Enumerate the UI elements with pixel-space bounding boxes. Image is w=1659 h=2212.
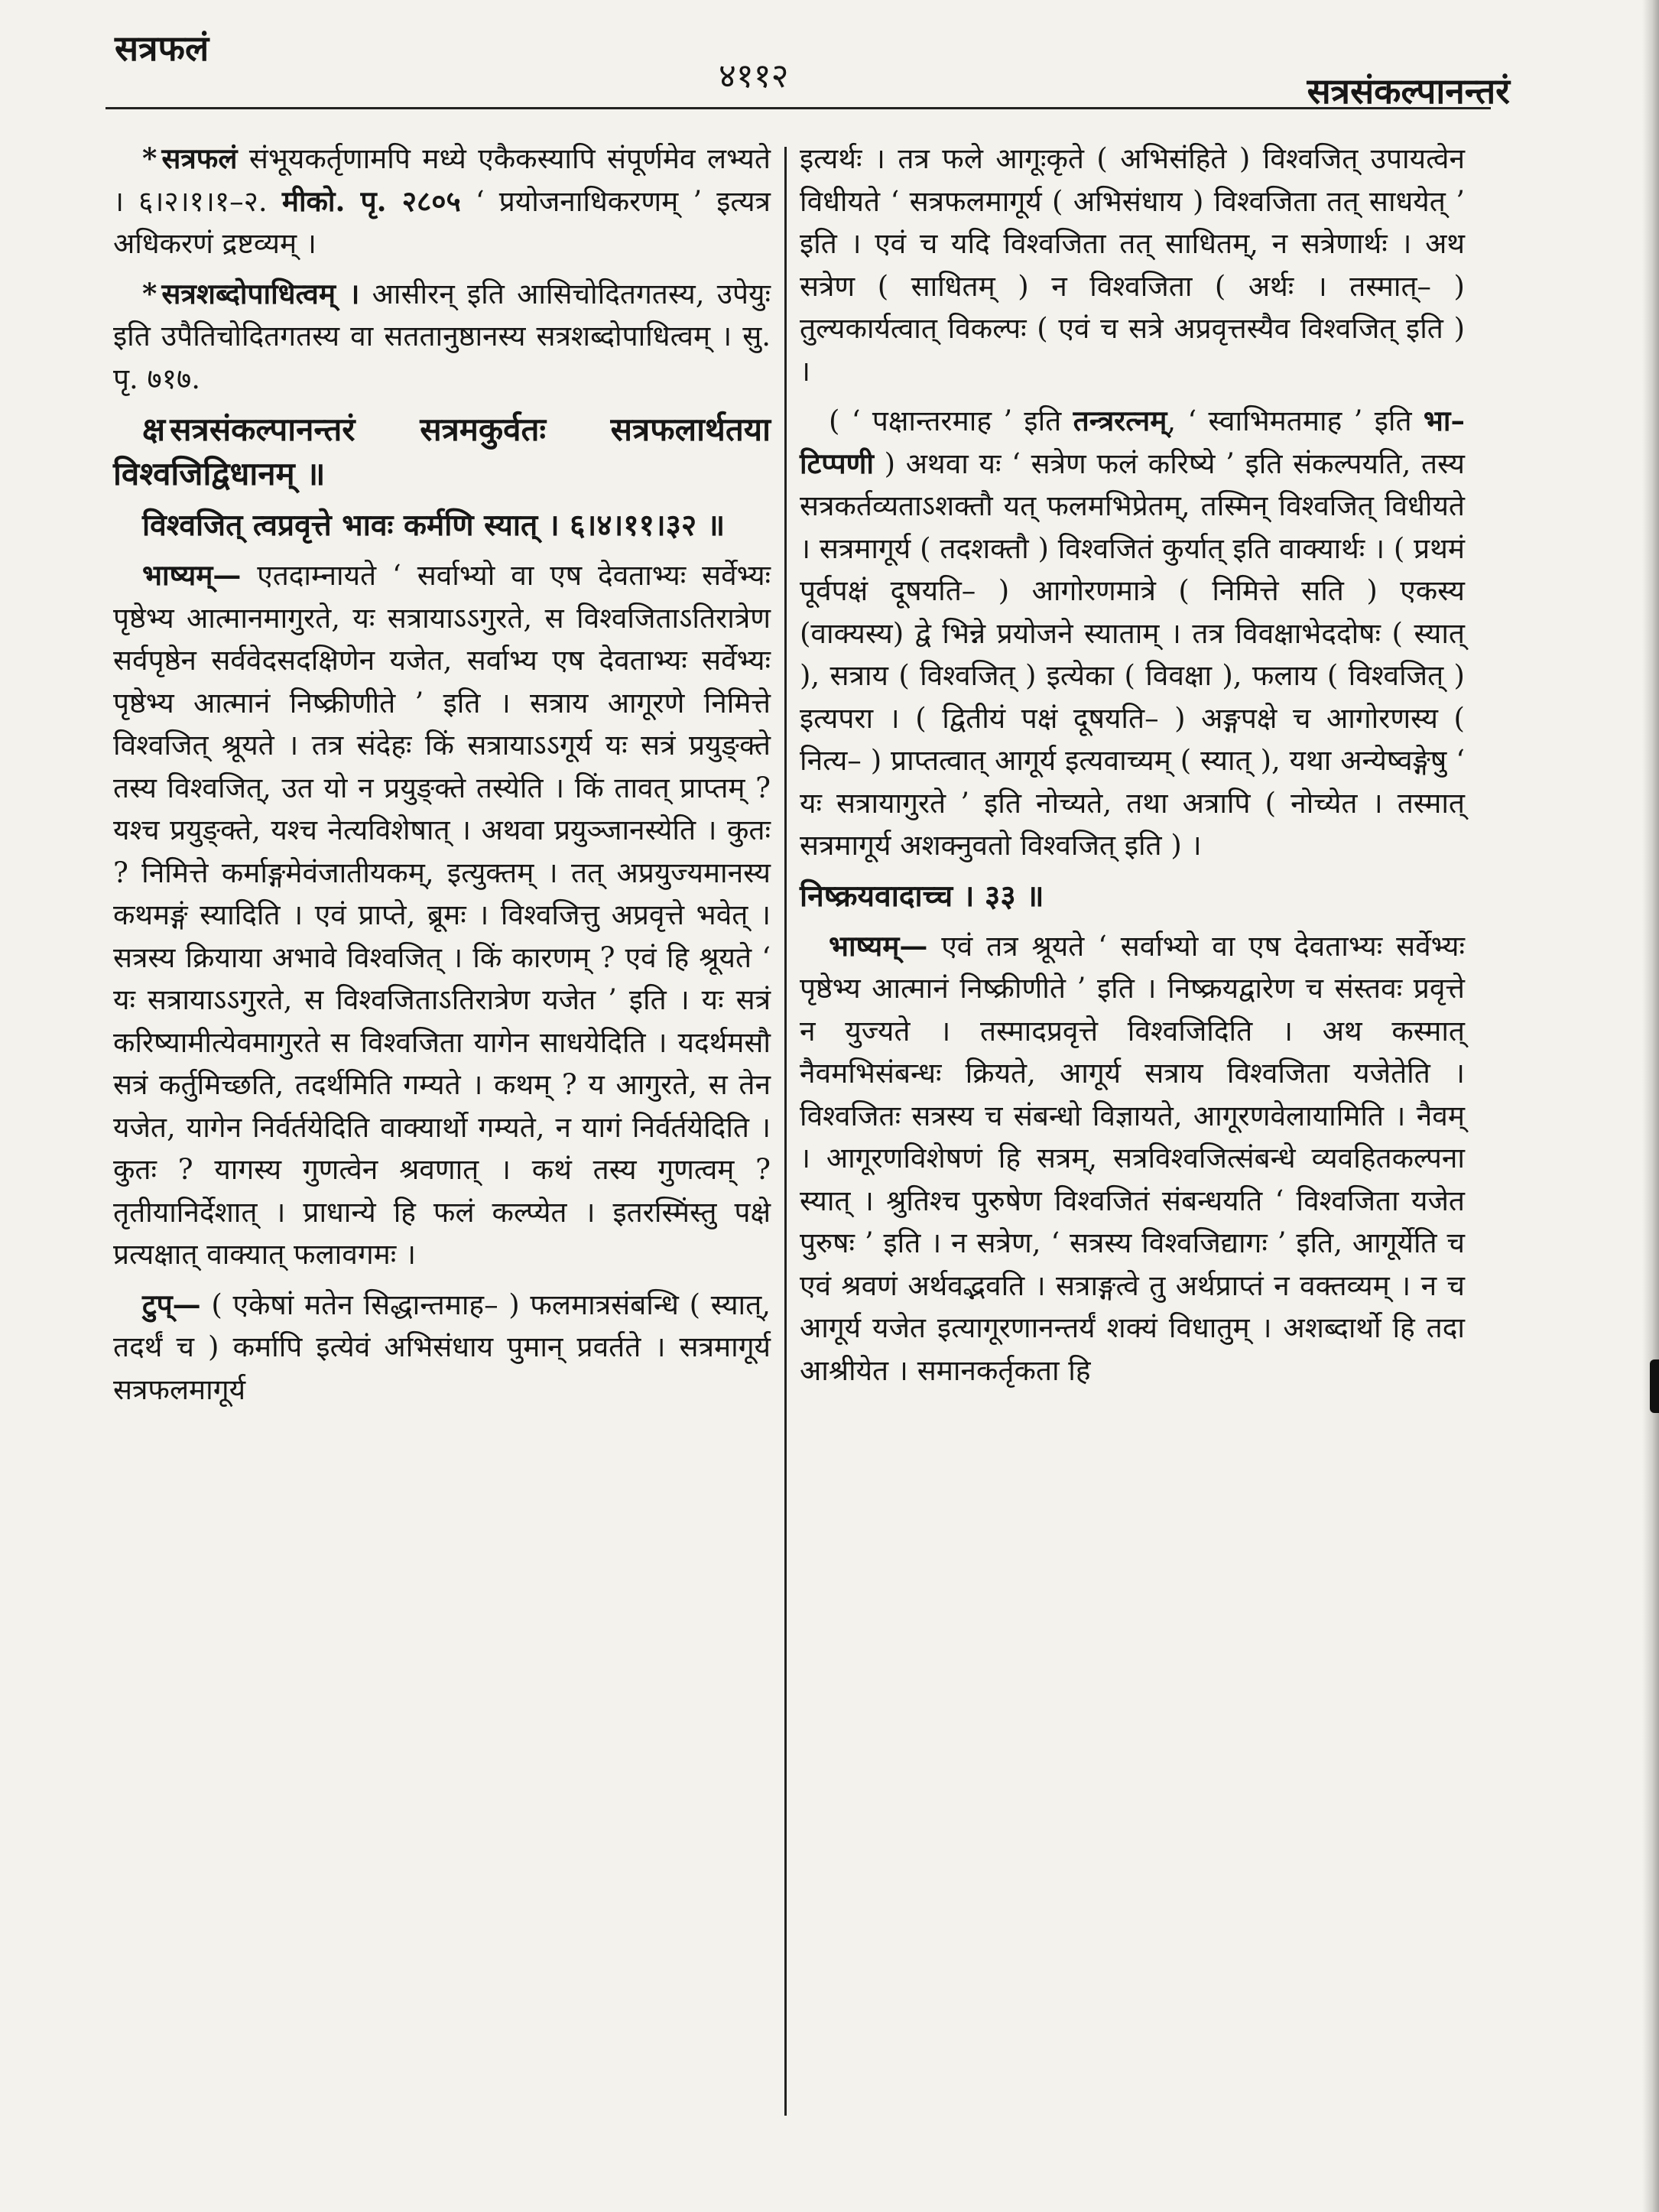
commentary-part-c: ) अथवा यः ‘ सत्रेण फलं करिष्ये ’ इति संकल्पयति, तस्य सत्रकर्तव्यताऽशक्तौ यत् फलमभिप्रेतम्, तस्मिन् विश्वजित् विधीयते । सत्रमागूर्य ( तदशक्तौ ) विश्वजितं कुर्यात् इति वाक्यार्थः । ( प्रथमं पूर्वपक्षं दूषयति– ) आगोरणमात्रे ( निमित्ते सति ) एकस्य (वाक्यस्य) द्वे भिन्ने प्रयोजने स्याताम् । तत्र विवक्षाभेददोषः ( स्यात् ), सत्राय ( विश्वजित् ) इत्येका ( विवक्षा ), फलाय ( विश्वजित् ) इत्यपरा । ( द्वितीयं पक्षं दूषयति– ) अङ्गपक्षे च आगोरणस्य ( नित्य– ) प्राप्तत्वात् आगूर्य इत्यवाच्यम् ( स्यात् ), यथा अन्येष्वङ्गेषु ‘ यः सत्रायागुरते ’ इति नोच्यते, तथा अत्रापि ( नोच्येत । तस्मात् सत्रमागूर्य अशक्नुवतो विश्वजित् इति ) । (800, 447, 1466, 862)
left-column (113, 138, 771, 1418)
bhatippani-label: भा–टिप्पणी (800, 404, 1465, 480)
tup-text: ( एकेषां मतेन सिद्धान्तमाह– ) फलमात्रसंबन्धि ( स्यात्, तदर्थं च ) कर्मापि इत्येवं अभिसंधाय पुमान् प्रवर्तते । सत्रमागूर्य सत्रफलमागूर्य (113, 1288, 771, 1406)
entry-satrashabda (113, 273, 771, 401)
entry-title: सत्रशब्दोपाधित्वम् । (161, 276, 360, 310)
kshetra-mark: क्ष (142, 411, 166, 448)
bhashya-label: भाष्यम्— (142, 558, 242, 592)
commentary-part-b: , ‘ स्वाभिमतमाह ’ इति (1167, 404, 1412, 437)
scan-edge-blot (1650, 1359, 1659, 1413)
bhashya-paragraph (113, 554, 771, 1276)
column-divider (784, 147, 787, 2116)
bhashya-text: एतदाम्नायते ‘ सर्वाभ्यो वा एष देवताभ्यः सर्वेभ्यः पृष्ठेभ्य आत्मानमागुरते, यः सत्रायाऽऽगुरते, स विश्वजिताऽतिरात्रेण सर्वपृष्ठेन सर्ववेदसदक्षिणेन यजेत, सर्वाभ्य एष देवताभ्यः सर्वेभ्यः पृष्ठेभ्य आत्मानं निष्क्रीणीते ’ इति । सत्राय आगूरणे निमित्ते विश्वजित् श्रूयते । तत्र संदेहः किं सत्रायाऽऽगूर्य यः सत्रं प्रयुङ्क्ते तस्य विश्वजित्, उत यो न प्रयुङ्क्ते तस्येति । किं तावत् प्राप्तम् ? यश्च प्रयुङ्क्ते, यश्च नेत्यविशेषात् । अथवा प्रयुञ्जानस्येति । कुतः ? निमित्ते कर्माङ्गमेवंजातीयकम्, इत्युक्तम् । तत् अप्रयुज्यमानस्य कथमङ्गं स्यादिति । एवं प्राप्ते, ब्रूमः । विश्वजित्तु अप्रवृत्ते भवेत् । सत्रस्य क्रियाया अभावे विश्वजित् । किं कारणम् ? एवं हि श्रूयते ‘ यः सत्रायाऽऽगुरते, स विश्वजिताऽतिरात्रेण यजेत ’ इति । यः सत्रं करिष्यामीत्येवमागुरते स विश्वजिता यागेन साधयेदिति । यदर्थमसौ सत्रं कर्तुमिच्छति, तदर्थमिति गम्यते । कथम् ? य आगुरते, स तेन यजेत, यागेन निर्वर्तयेदिति वाक्यार्थो गम्यते, न यागं निर्वर्तयेदिति । कुतः ? यागस्य गुणत्वेन श्रवणात् । कथं तस्य गुणत्वम् ? तृतीयानिर्देशात् । प्राधान्ये हि फलं कल्प्येत । इतरस्मिंस्तु पक्षे प्रत्यक्षात् वाक्यात् फलावगमः । (113, 559, 771, 1271)
entry-text: संभूयकर्तृणामपि मध्ये एकैकस्यापि संपूर्णमेव लभ्यते । ६।२।१।१–२. (113, 142, 771, 218)
scan-edge-shadow (1642, 0, 1659, 2212)
tup-label: टुप्— (142, 1287, 201, 1321)
tantraratnam-label: तन्त्ररत्नम् (1073, 404, 1167, 437)
commentary-part-a: ( ‘ पक्षान्तरमाह ’ इति (829, 404, 1062, 437)
asterisk-mark: * (142, 141, 157, 175)
sutra-32: विश्वजित् त्वप्रवृत्ते भावः कर्मणि स्यात् । ६।४।११।३२ ॥ (142, 508, 726, 543)
adhikarana-heading (113, 408, 771, 496)
running-header-left: सत्रफलं (115, 28, 209, 69)
asterisk-mark: * (142, 276, 157, 310)
entry-satraphalam (113, 138, 771, 265)
header-rule (106, 107, 1491, 109)
entry-title: सत्रफलं (161, 141, 238, 175)
entry-text: आसीरन् इति आसिचोदितगतस्य, उपेयुः इति उपैतिचोदितगतस्य वा सततानुष्ठानस्य सत्रशब्दोपाधित्वम् । सु. पृ. ७१७. (113, 277, 771, 395)
sutra-33: निष्क्रयवादाच्च । ३३ ॥ (800, 878, 1044, 914)
entry-reference: मीको. पृ. २८०५ (281, 184, 461, 218)
bhashya-text: एवं तत्र श्रूयते ‘ सर्वाभ्यो वा एष देवताभ्यः सर्वेभ्यः पृष्ठेभ्य आत्मानं निष्क्रीणीते ’ इति । निष्क्रयद्वारेण च संस्तवः प्रवृत्ते न युज्यते । तस्मादप्रवृत्ते विश्वजिदिति । अथ कस्मात् नैवमभिसंबन्धः क्रियते, आगूर्य सत्राय विश्वजिता यजेतेति । विश्वजितः सत्रस्य च संबन्धो विज्ञायते, आगूरणवेलायामिति । नैवम् । आगूरणविशेषणं हि सत्रम्, सत्रविश्वजित्संबन्धे व्यवहितकल्पना स्यात् । श्रुतिश्च पुरुषेण विश्वजितं संबन्धयति ‘ विश्वजिता यजेत पुरुषः ’ इति । न सत्रेण, ‘ सत्रस्य विश्वजिद्यागः ’ इति, आगूर्येति च एवं श्रवणं अर्थवद्भवति । सत्राङ्गत्वे तु अर्थप्राप्तं न वक्तव्यम् । न च आगूर्य यजेत इत्यागूरणानन्तर्यं शक्यं विधातुम् । अशब्दार्थो हि तदा आश्रीयेत । समानकर्तृकता हि (800, 929, 1465, 1387)
bhashya-label: भाष्यम्— (829, 928, 928, 963)
right-column (800, 138, 1465, 1399)
running-header-right: सत्रसंकल्पानन्तरं (1307, 70, 1510, 112)
bhashya-paragraph (800, 925, 1465, 1392)
continued-paragraph: इत्यर्थः । तत्र फले आगूःकृते ( अभिसंहिते ) विश्वजित् उपायत्वेन विधीयते ‘ सत्रफलमागूर्य ( अभिसंधाय ) विश्वजिता तत् साधयेत् ’ इति । एवं च यदि विश्वजिता तत् साधितम्, न सत्रेणार्थः । अथ सत्रेण ( साधितम् ) न विश्वजिता ( अर्थः । तस्मात्– ) तुल्यकार्यत्वात् विकल्पः ( एवं च सत्रे अप्रवृत्तस्यैव विश्वजित् इति ) । (800, 142, 1465, 388)
commentary-paragraph (800, 400, 1465, 867)
heading-text: सत्रसंकल्पानन्तरं सत्रमकुर्वतः सत्रफलार्थतया विश्वजिद्विधानम् ॥ (113, 411, 771, 492)
tup-paragraph (113, 1284, 771, 1411)
page-number: ४११२ (719, 57, 789, 96)
entry-tail: ‘ प्रयोजनाधिकरणम् ’ इत्यत्र अधिकरणं द्रष्टव्यम् । (113, 184, 771, 260)
